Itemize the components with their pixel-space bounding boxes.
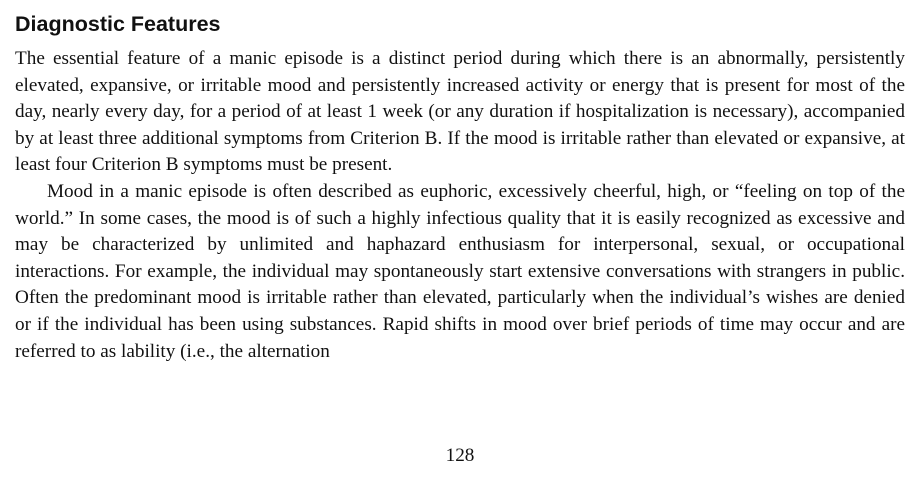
paragraph-essential-feature: The essential feature of a manic episode is a distinct period during which there is an abnormally, persistently elevated, expansive, or irritable mood and persistently increased activity or energy that is present for most of the day, nearly every day, for a period of at least 1 week (or any duration if hospitalization is necessary), accompanied by at least three additional symptoms from Criterion B. If the mood is irritable rather than elevated or expansive, at least four Criterion B symptoms must be present. (15, 48, 905, 176)
page-number: 128 (445, 445, 475, 466)
document-page (15, 10, 905, 365)
paragraph-mood-description: Mood in a manic episode is often described as euphoric, excessively cheerful, high, or “feeling on top of the world.” In some cases, the mood is of such a highly infectious quality that it is easily recognized as excessive and may be characterized by unlimited and haphazard enthusiasm for interpersonal, sexual, or occupational interactions. For example, the individual may spontaneously start extensive conversations with strangers in public. Often the predominant mood is irritable rather than elevated, particularly when the individual’s wishes are denied or if the individual has been using substances. Rapid shifts in mood over brief periods of time may occur and are referred to as lability (i.e., the alternation (15, 180, 905, 362)
section-heading: Diagnostic Features (15, 12, 221, 36)
